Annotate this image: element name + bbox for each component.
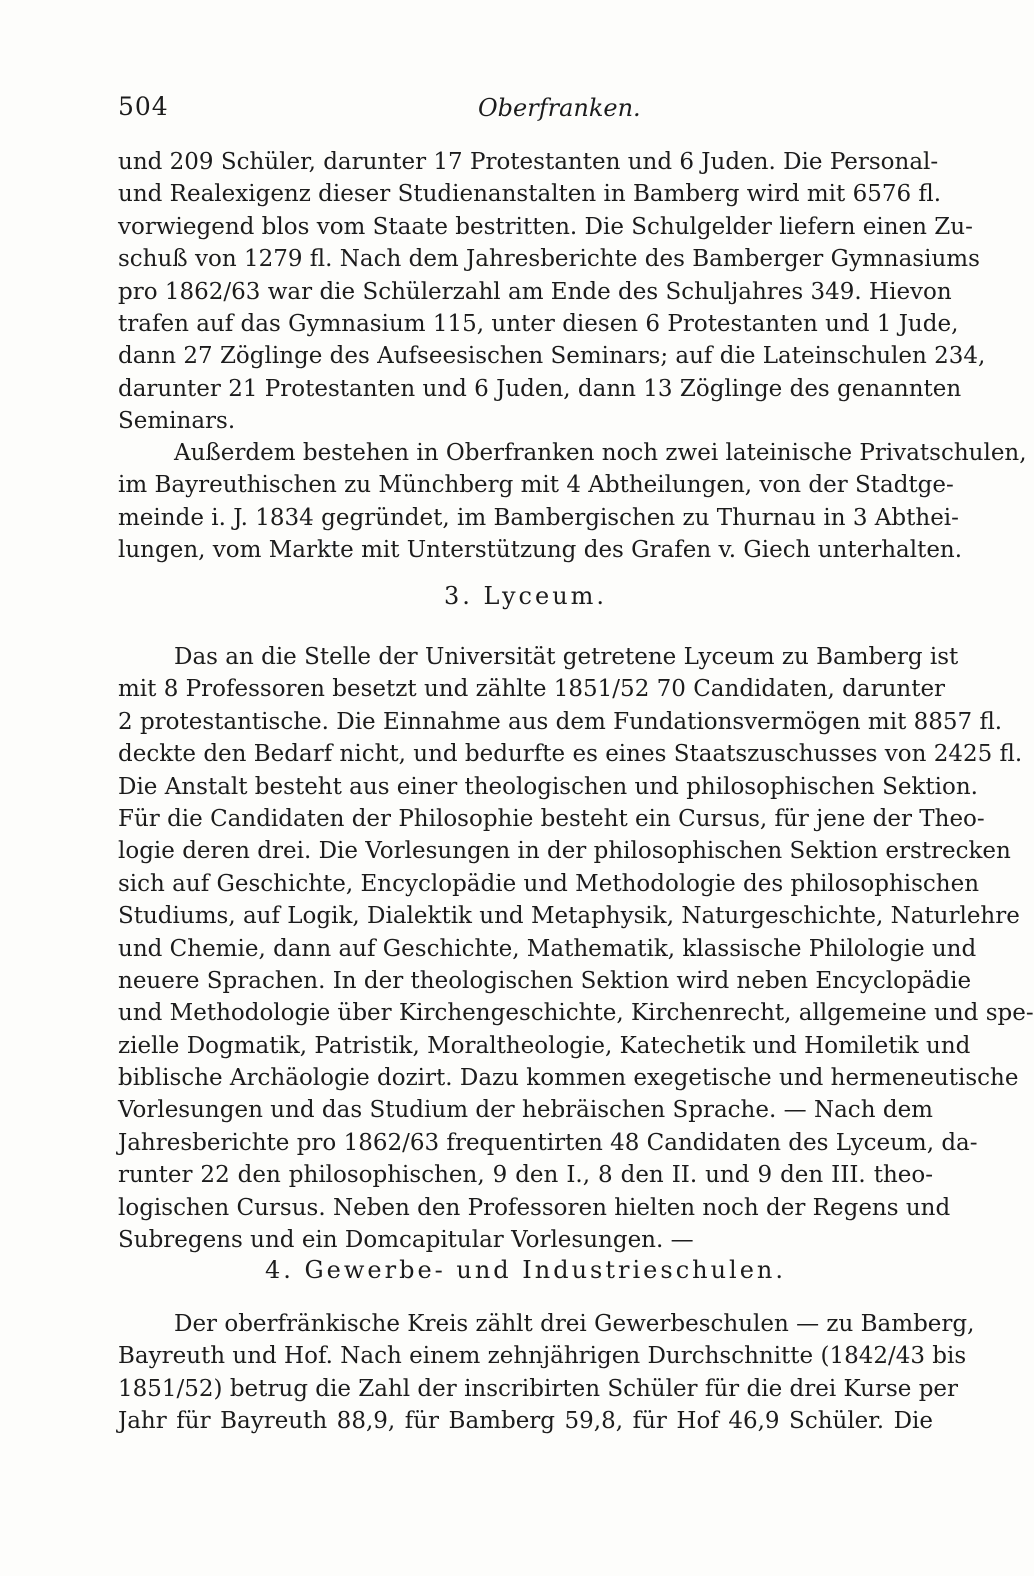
text-line: Das an die Stelle der Universität getretene Lyceum zu Bamberg ist: [174, 644, 959, 670]
text-line: logie deren drei. Die Vorlesungen in der philosophischen Sektion erstrecken: [118, 838, 1011, 865]
text-line: im Bayreuthischen zu Münchberg mit 4 Abtheilungen, von der Stadtge-: [118, 472, 954, 499]
text-line: Studiums, auf Logik, Dialektik und Metaphysik, Naturgeschichte, Naturlehre: [118, 903, 1020, 930]
text-line: Jahresberichte pro 1862/63 frequentirten 48 Candidaten des Lyceum, da-: [118, 1129, 978, 1156]
paragraph-private-schools: [118, 437, 1027, 567]
paragraph-trade-schools: [118, 1308, 975, 1438]
text-line: mit 8 Professoren besetzt und zählte 1851/52 70 Candidaten, darunter: [118, 676, 946, 703]
section-heading-trade-schools: 4. Gewerbe- und Industrieschulen.: [264, 1256, 787, 1284]
page-number: 504: [118, 92, 169, 121]
text-line: schuß von 1279 fl. Nach dem Jahresberichte des Bamberger Gymnasiums: [118, 246, 980, 273]
text-line: Jahr für Bayreuth 88,9, für Bamberg 59,8, für Hof 46,9 Schüler. Die: [118, 1408, 933, 1435]
text-line: Außerdem bestehen in Oberfranken noch zwei lateinische Privatschulen,: [174, 440, 1027, 466]
text-line: neuere Sprachen. In der theologischen Sektion wird neben Encyclopädie: [118, 967, 972, 994]
text-line: trafen auf das Gymnasium 115, unter diesen 6 Protestanten und 1 Jude,: [118, 310, 959, 337]
text-line: Für die Candidaten der Philosophie besteht ein Cursus, für jene der Theo-: [118, 805, 985, 832]
text-line: deckte den Bedarf nicht, und bedurfte es eines Staatszuschusses von 2425 fl.: [118, 741, 1023, 768]
text-line: Bayreuth und Hof. Nach einem zehnjährigen Durchschnitte (1842/43 bis: [118, 1343, 967, 1370]
text-line: sich auf Geschichte, Encyclopädie und Methodologie des philosophischen: [118, 870, 980, 897]
text-line: lungen, vom Markte mit Unterstützung des Grafen v. Giech unterhalten.: [118, 537, 963, 564]
text-line: 2 protestantische. Die Einnahme aus dem Fundationsvermögen mit 8857 fl.: [118, 708, 1003, 735]
text-line: runter 22 den philosophischen, 9 den I., 8 den II. und 9 den III. theo-: [118, 1162, 933, 1189]
text-line: Vorlesungen und das Studium der hebräischen Sprache. — Nach dem: [118, 1097, 933, 1124]
section-heading-lyceum: 3. Lyceum.: [443, 582, 608, 610]
text-line: Subregens und ein Domcapitular Vorlesungen. —: [118, 1227, 694, 1254]
text-line: 1851/52) betrug die Zahl der inscribirten Schüler für die drei Kurse per: [118, 1375, 959, 1402]
text-line: logischen Cursus. Neben den Professoren hielten noch der Regens und: [118, 1194, 951, 1221]
text-line: meinde i. J. 1834 gegründet, im Bambergischen zu Thurnau in 3 Abthei-: [118, 504, 959, 531]
running-head: Oberfranken.: [478, 94, 641, 122]
paragraph-lyceum: [118, 641, 1034, 1256]
text-line: und Methodologie über Kirchengeschichte, Kirchenrecht, allgemeine und spe-: [118, 1000, 1034, 1027]
text-line: Der oberfränkische Kreis zählt drei Gewerbeschulen — zu Bamberg,: [174, 1311, 975, 1337]
text-line: pro 1862/63 war die Schülerzahl am Ende des Schuljahres 349. Hievon: [118, 278, 952, 305]
text-line: Seminars.: [118, 408, 236, 435]
text-line: dann 27 Zöglinge des Aufseesischen Seminars; auf die Lateinschulen 234,: [118, 343, 986, 370]
text-line: und Chemie, dann auf Geschichte, Mathematik, klassische Philologie und: [118, 935, 977, 962]
text-line: zielle Dogmatik, Patristik, Moraltheologie, Katechetik und Homiletik und: [118, 1032, 971, 1059]
page-header: [118, 92, 930, 126]
text-line: biblische Archäologie dozirt. Dazu kommen exegetische und hermeneutische: [118, 1065, 1019, 1092]
text-line: Die Anstalt besteht aus einer theologischen und philosophischen Sektion.: [118, 773, 978, 800]
text-line: vorwiegend blos vom Staate bestritten. Die Schulgelder liefern einen Zu-: [118, 213, 973, 240]
text-line: und Realexigenz dieser Studienanstalten in Bamberg wird mit 6576 fl.: [118, 181, 942, 208]
text-line: darunter 21 Protestanten und 6 Juden, dann 13 Zöglinge des genannten: [118, 375, 962, 402]
paragraph-gymnasium-continued: [118, 146, 986, 438]
text-line: und 209 Schüler, darunter 17 Protestanten und 6 Juden. Die Personal-: [118, 149, 939, 175]
